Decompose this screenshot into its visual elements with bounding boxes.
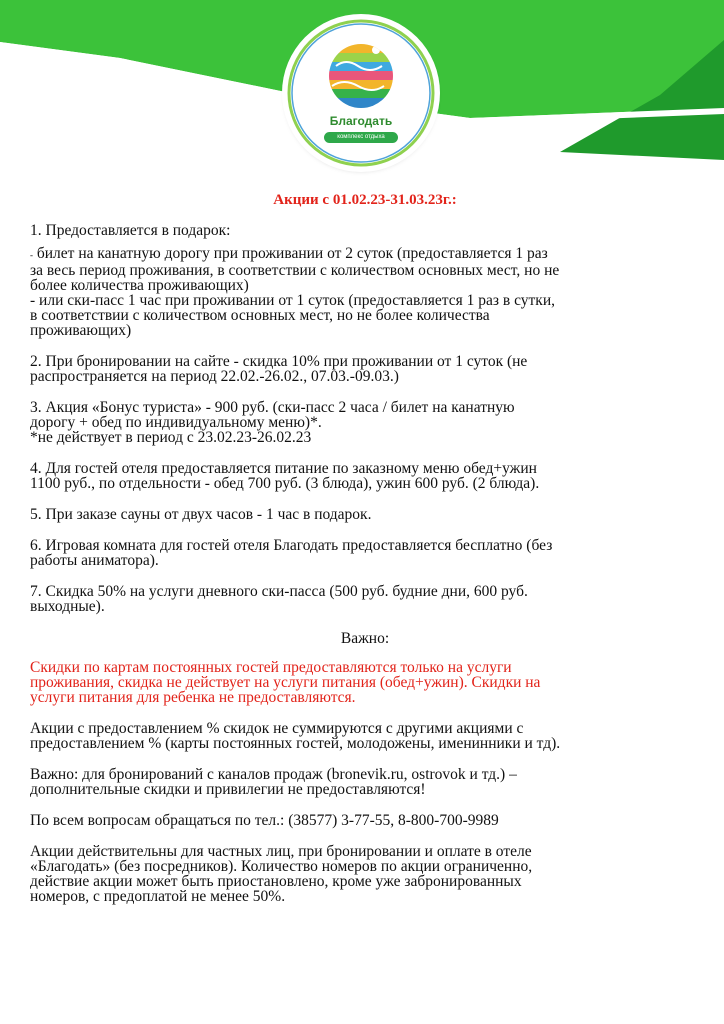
offer-6: 6. Игровая комната для гостей отеля Благодать предоставляется бесплатно (без работы аниматора). (30, 537, 553, 569)
logo-tagline: комплекс отдыха (324, 132, 398, 143)
offer-1-title: 1. Предоставляется в подарок: (30, 222, 231, 239)
offer-1-details: - билет на канатную дорогу при проживании от 2 суток (предоставляется 1 раз за весь период проживания, в соответствии с количеством основных мест, но не более количества проживающих) - или ски-пасс 1 час при проживании от 1 суток (предоставляется 1 раз в сутки, в соответствии с количеством основных мест, но не более количества проживающих) (30, 245, 560, 339)
logo-emblem-icon (286, 18, 436, 168)
offer-3: 3. Акция «Бонус туриста» - 900 руб. (ски-пасс 2 часа / билет на канатную дорогу + обед по индивидуальному меню)*. *не действует в период с 23.02.23-26.02.23 (30, 399, 515, 446)
loyalty-card-note: Скидки по картам постоянных гостей предоставляются только на услуги проживания, скидка не действует на услуги питания (обед+ужин). Скидки на услуги питания для ребенка не предоставляются. (30, 659, 541, 706)
discount-combination-note: Акции с предоставлением % скидок не суммируются с другими акциями с предоставлением % (карты постоянных гостей, молодожены, именинники и тд). (30, 720, 561, 752)
offer-5: 5. При заказе сауны от двух часов - 1 час в подарок. (30, 506, 372, 523)
sales-channels-note: Важно: для бронирований с каналов продаж (bronevik.ru, ostrovok и тд.) – дополнительные скидки и привилегии не предоставляются! (30, 766, 517, 798)
promo-content (30, 192, 700, 920)
offer-7: 7. Скидка 50% на услуги дневного ски-пасса (500 руб. будние дни, 600 руб. выходные). (30, 583, 528, 615)
offer-2: 2. При бронировании на сайте - скидка 10% при проживании от 1 суток (не распространяется на период 22.02.-26.02., 07.03.-09.03.) (30, 353, 528, 385)
promo-heading: Акции с 01.02.23-31.03.23г.: (273, 192, 457, 208)
brand-logo (286, 18, 436, 168)
logo-name: Благодать (329, 114, 393, 128)
offer-4: 4. Для гостей отеля предоставляется питание по заказному меню обед+ужин 1100 руб., по отдельности - обед 700 руб. (3 блюда), ужин 600 руб. (2 блюда). (30, 460, 540, 492)
important-title: Важно: (340, 630, 390, 647)
terms-note: Акции действительны для частных лиц, при бронировании и оплате в отеле «Благодать» (без посредников). Количество номеров по акции ограниченно, действие акции может быть приостановлено, кроме уже забронированных номеров, с предоплатой не менее 50%. (30, 843, 533, 905)
contact-phones: По всем вопросам обращаться по тел.: (38577) 3-77-55, 8-800-700-9989 (30, 812, 499, 829)
